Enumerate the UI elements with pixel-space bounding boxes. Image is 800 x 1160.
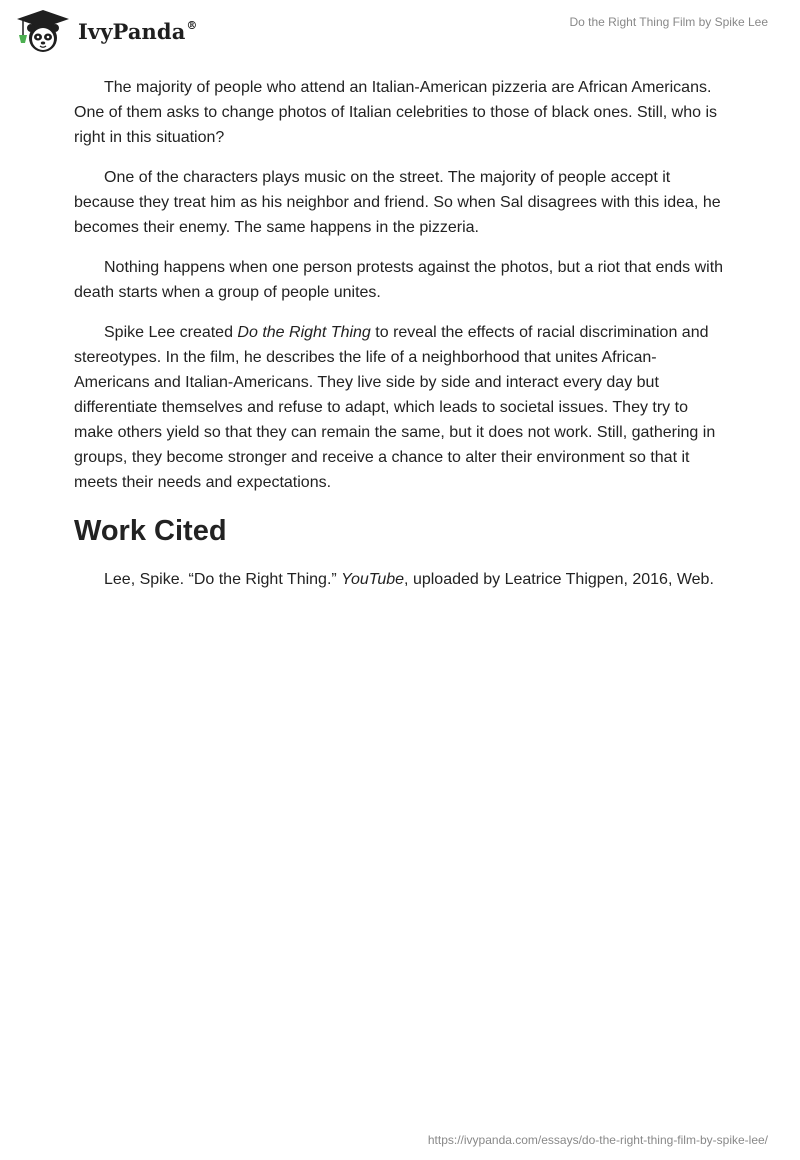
document-title: Do the Right Thing Film by Spike Lee bbox=[569, 15, 768, 29]
citation-entry bbox=[74, 567, 726, 592]
paragraph: The majority of people who attend an Italian-American pizzeria are African Americans. One of them asks to change photos of Italian celebrities to those of black ones. Still, who is right in this situation? bbox=[74, 79, 718, 146]
page-header bbox=[0, 0, 800, 60]
citation-text: Lee, Spike. “Do the Right Thing.” bbox=[104, 571, 342, 588]
citation-text: , uploaded by Leatrice Thigpen, 2016, Web. bbox=[404, 571, 714, 588]
essay-body bbox=[74, 75, 726, 607]
paragraph: Nothing happens when one person protests against the photos, but a riot that ends with death starts when a group of people unites. bbox=[74, 259, 724, 301]
source-url[interactable]: https://ivypanda.com/essays/do-the-right-thing-film-by-spike-lee/ bbox=[427, 1133, 768, 1147]
citation-source: YouTube bbox=[341, 571, 405, 588]
ivypanda-logo[interactable] bbox=[14, 8, 198, 54]
paragraph-text: Spike Lee created bbox=[104, 324, 238, 341]
film-title: Do the Right Thing bbox=[237, 324, 371, 341]
works-cited-heading: Work Cited bbox=[74, 515, 227, 547]
panda-graduate-icon bbox=[14, 8, 72, 54]
paragraph bbox=[74, 320, 726, 495]
paragraph-text: to reveal the effects of racial discrimination and stereotypes. In the film, he describes the life of a neighborhood that unites African-Americans and Italian-Americans. They live side by side and interact every day but differentiate themselves and refuse to adapt, which leads to societal issues. They try to make others yield so that they can remain the same, but it does not work. Still, gathering in groups, they become stronger and receive a chance to alter their environment so that it meets their needs and expectations. bbox=[74, 324, 716, 491]
paragraph: One of the characters plays music on the street. The majority of people accept it because they treat him as his neighbor and friend. So when Sal disagrees with this idea, he becomes their enemy. The same happens in the pizzeria. bbox=[74, 169, 721, 236]
brand-name: IvyPanda® bbox=[78, 18, 198, 44]
registered-mark: ® bbox=[186, 18, 198, 32]
